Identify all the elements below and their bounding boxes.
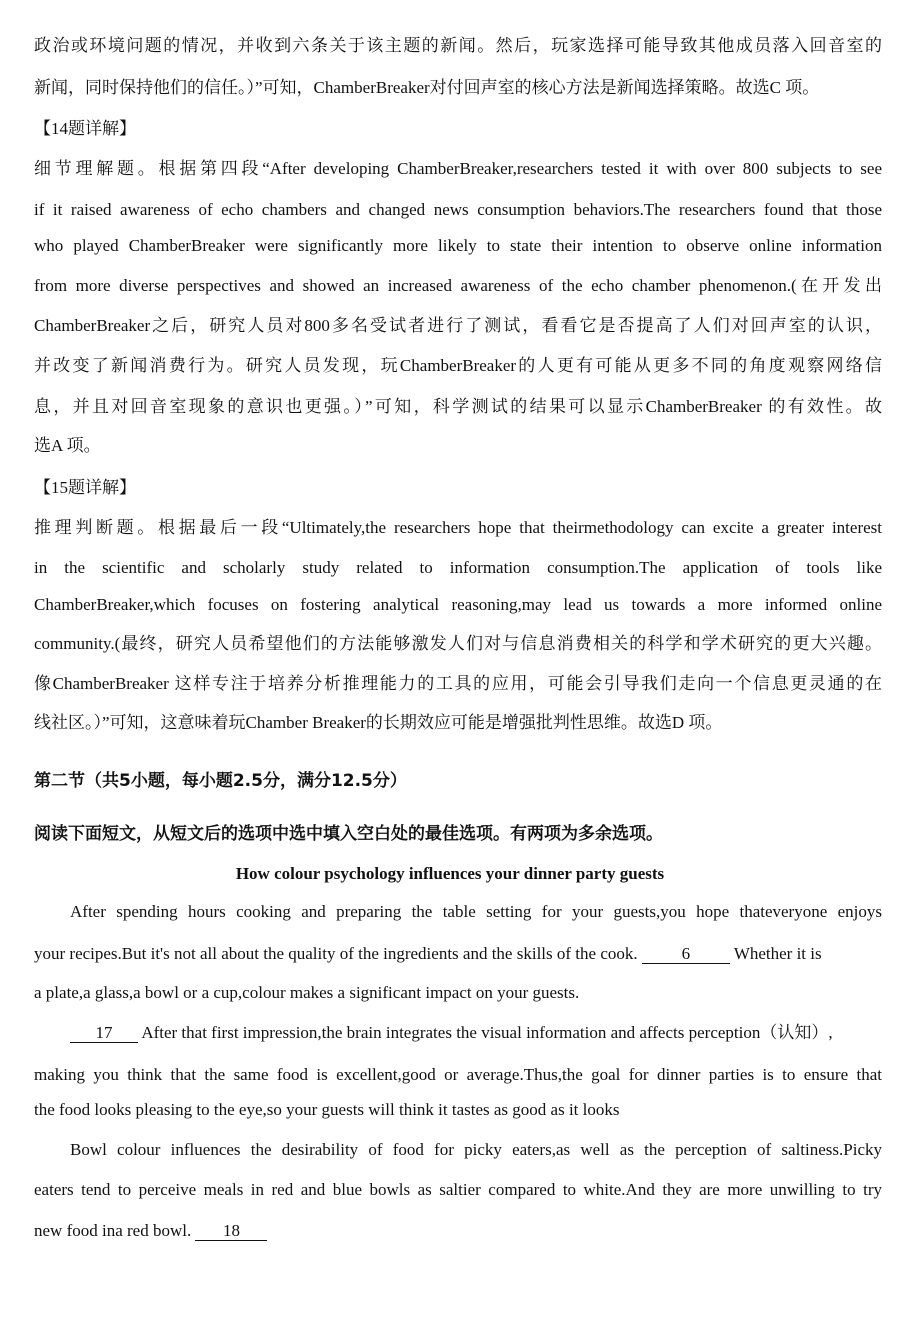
- blank-17[interactable]: 17: [70, 1024, 138, 1043]
- passage-line: Bowl colour influences the desirability of food for picky eaters,as well as the perception of saltiness.Picky: [70, 1140, 882, 1159]
- text-line: 并改变了新闻消费行为。研究人员发现，玩ChamberBreaker的人更有可能从更多不同的角度观察网络信: [34, 356, 882, 375]
- blank-18[interactable]: 18: [195, 1222, 267, 1241]
- passage-line: [70, 1022, 882, 1044]
- passage-text: Whether it is: [733, 944, 822, 963]
- passage-line: the food looks pleasing to the eye,so your guests will think it tastes as good as it looks: [34, 1100, 620, 1119]
- passage-line: eaters tend to perceive meals in red and blue bowls as saltier compared to white.And they are more unwilling to try: [34, 1180, 882, 1199]
- passage-title: How colour psychology influences your dinner party guests: [235, 864, 665, 883]
- text-line: 政治或环境问题的情况，并收到六条关于该主题的新闻。然后，玩家选择可能导致其他成员落入回音室的: [34, 36, 882, 55]
- text-line: ChamberBreaker,which focuses on fostering analytical reasoning,may lead us towards a more informed online: [34, 595, 882, 614]
- passage-line: [34, 1220, 882, 1242]
- text-line: 选A 项。: [34, 436, 101, 455]
- text-line: from more diverse perspectives and showed an increased awareness of the echo chamber phenomenon.(在开发出: [34, 276, 882, 295]
- text-line: 推理判断题。根据最后一段“Ultimately,the researchers hope that theirmethodology can excite a greater interest: [34, 518, 882, 537]
- text-line: 像ChamberBreaker 这样专注于培养分析推理能力的工具的应用，可能会引导我们走向一个信息更灵通的在: [34, 674, 882, 693]
- text-line: 线社区。）”可知，这意味着玩Chamber Breaker的长期效应可能是增强批判性思维。故选D 项。: [34, 713, 723, 732]
- text-line: in the scientific and scholarly study related to information consumption.The application of tools like: [34, 558, 882, 577]
- passage-line: [34, 943, 882, 965]
- passage-line: After spending hours cooking and preparing the table setting for your guests,you hope thateveryone enjoys: [70, 902, 882, 921]
- blank-16[interactable]: 6: [642, 945, 730, 964]
- text-line: 新闻，同时保持他们的信任。）”可知，ChamberBreaker对付回声室的核心方法是新闻选择策略。故选C 项。: [34, 78, 820, 97]
- passage-text: After that first impression,the brain integrates the visual information and affects perception（认知）,: [141, 1023, 833, 1042]
- text-line: community.(最终，研究人员希望他们的方法能够激发人们对与信息消费相关的科学和学术研究的更大兴趣。: [34, 634, 882, 653]
- text-line: 息，并且对回音室现象的意识也更强。）”可知，科学测试的结果可以显示ChamberBreaker 的有效性。故: [34, 397, 882, 416]
- question-14-heading: 【14题详解】: [34, 119, 136, 138]
- passage-text: your recipes.But it's not all about the quality of the ingredients and the skills of the cook.: [34, 944, 638, 963]
- text-line: ChamberBreaker之后，研究人员对800多名受试者进行了测试，看看它是否提高了人们对回声室的认识，: [34, 316, 882, 335]
- passage-text: new food ina red bowl.: [34, 1221, 192, 1240]
- text-line: if it raised awareness of echo chambers and changed news consumption behaviors.The researchers found that those: [34, 200, 882, 219]
- text-line: who played ChamberBreaker were significantly more likely to state their intention to observe online information: [34, 236, 882, 255]
- question-15-heading: 【15题详解】: [34, 478, 136, 497]
- passage-line: making you think that the same food is excellent,good or average.Thus,the goal for dinner parties is to ensure that: [34, 1065, 882, 1084]
- passage-line: a plate,a glass,a bowl or a cup,colour makes a significant impact on your guests.: [34, 983, 580, 1002]
- section-heading: 第二节（共5小题，每小题2.5分，满分12.5分）: [34, 771, 407, 791]
- instructions: 阅读下面短文，从短文后的选项中选中填入空白处的最佳选项。有两项为多余选项。: [34, 824, 663, 844]
- text-line: 细节理解题。根据第四段“After developing ChamberBreaker,researchers tested it with over 800 subjects to see: [34, 159, 882, 178]
